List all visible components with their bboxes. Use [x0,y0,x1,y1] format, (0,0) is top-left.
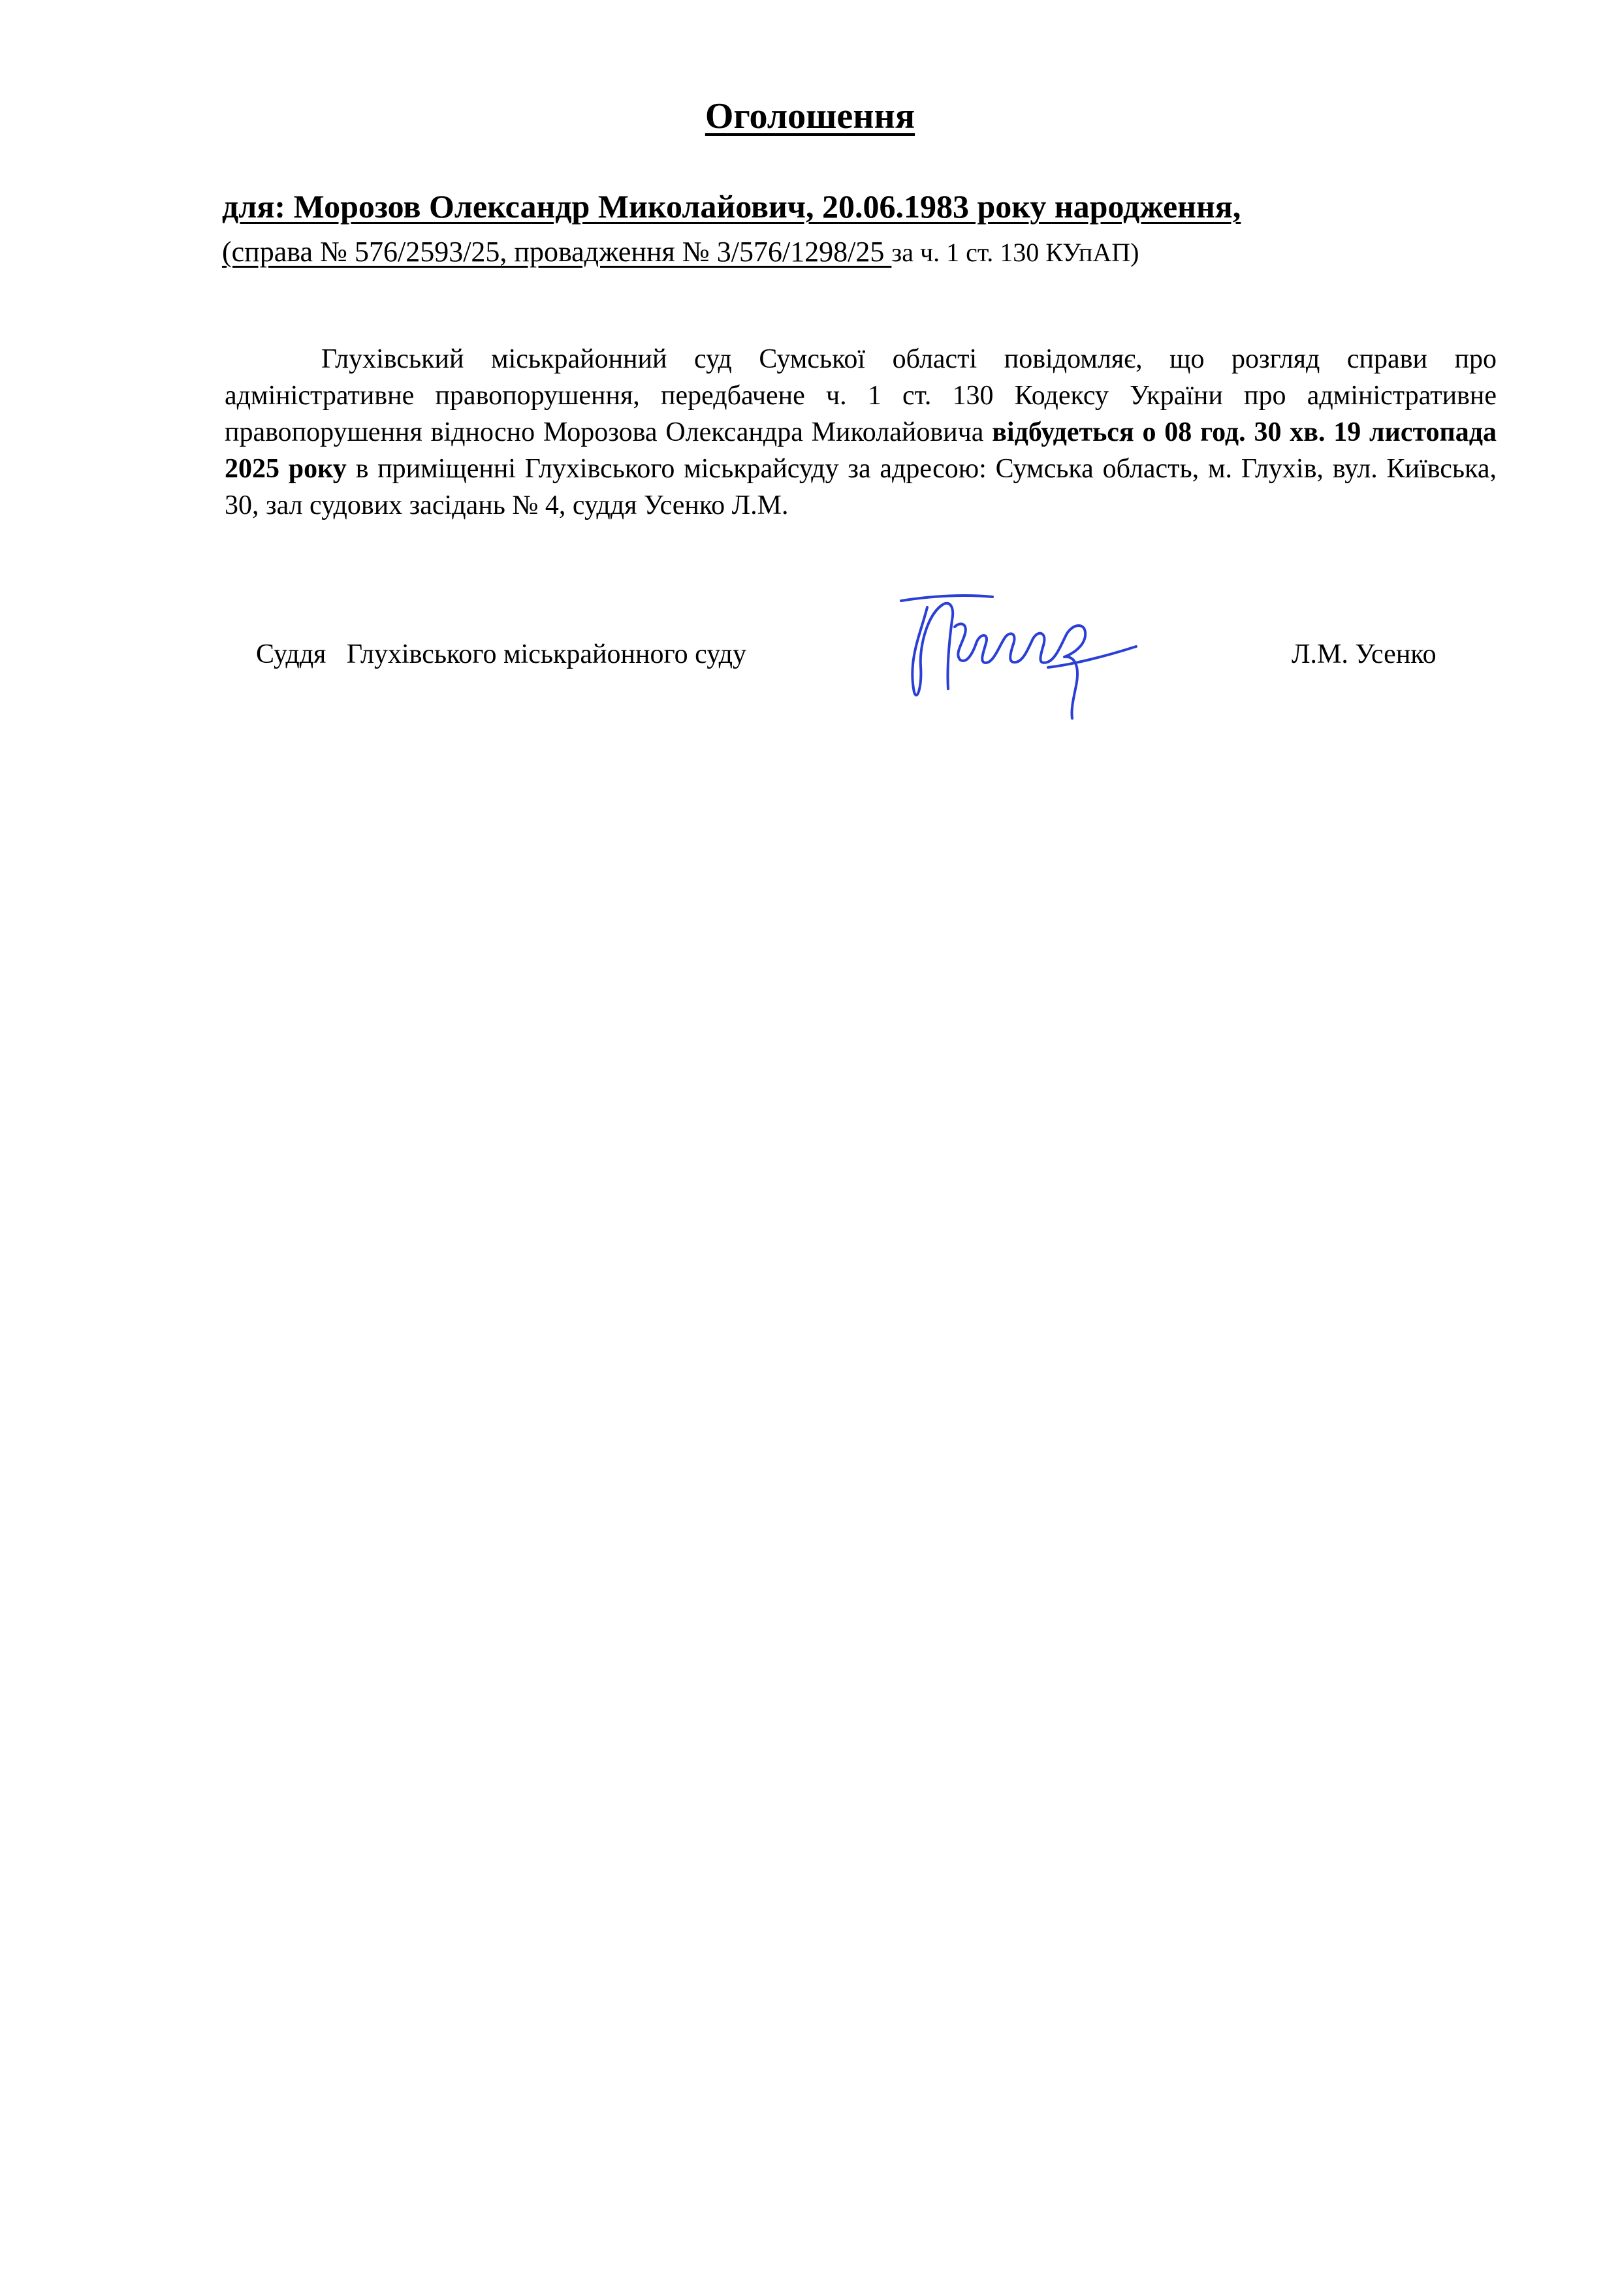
notice-body [225,341,1497,524]
case-number: (справа № 576/2593/25, провадження № 3/576/1298/25 [222,236,892,268]
case-reference [222,231,1450,274]
handwritten-signature [881,581,1143,725]
document-title: Оголошення [705,96,915,136]
notice-body-part2: в приміщенні Глухівського міськрайсуду за адресою: Сумська область, м. Глухів, вул. Київська, 30, зал судових засідань № 4, суддя Усенко Л.М. [225,454,1497,520]
hearing-datetime: відбудеться о 08 год. 30 хв. 19 листопада 2025 року [225,417,1497,484]
case-article: за ч. 1 ст. 130 КУпАП) [891,238,1139,267]
judge-name: Л.М. Усенко [1292,639,1437,669]
judge-position: Суддя Глухівського міськрайонного суду [256,639,746,669]
notice-body-part1: Глухівський міськрайонний суд Сумської області повідомляє, що розгляд справи про адміністративне правопорушення, передбачене ч. 1 ст. 130 Кодексу України про адміністративне правопорушення відносно Морозова Олександра Миколайовича [225,344,1497,447]
addressee-line: для: Морозов Олександр Миколайович, 20.06.1983 року народження, [222,188,1241,225]
